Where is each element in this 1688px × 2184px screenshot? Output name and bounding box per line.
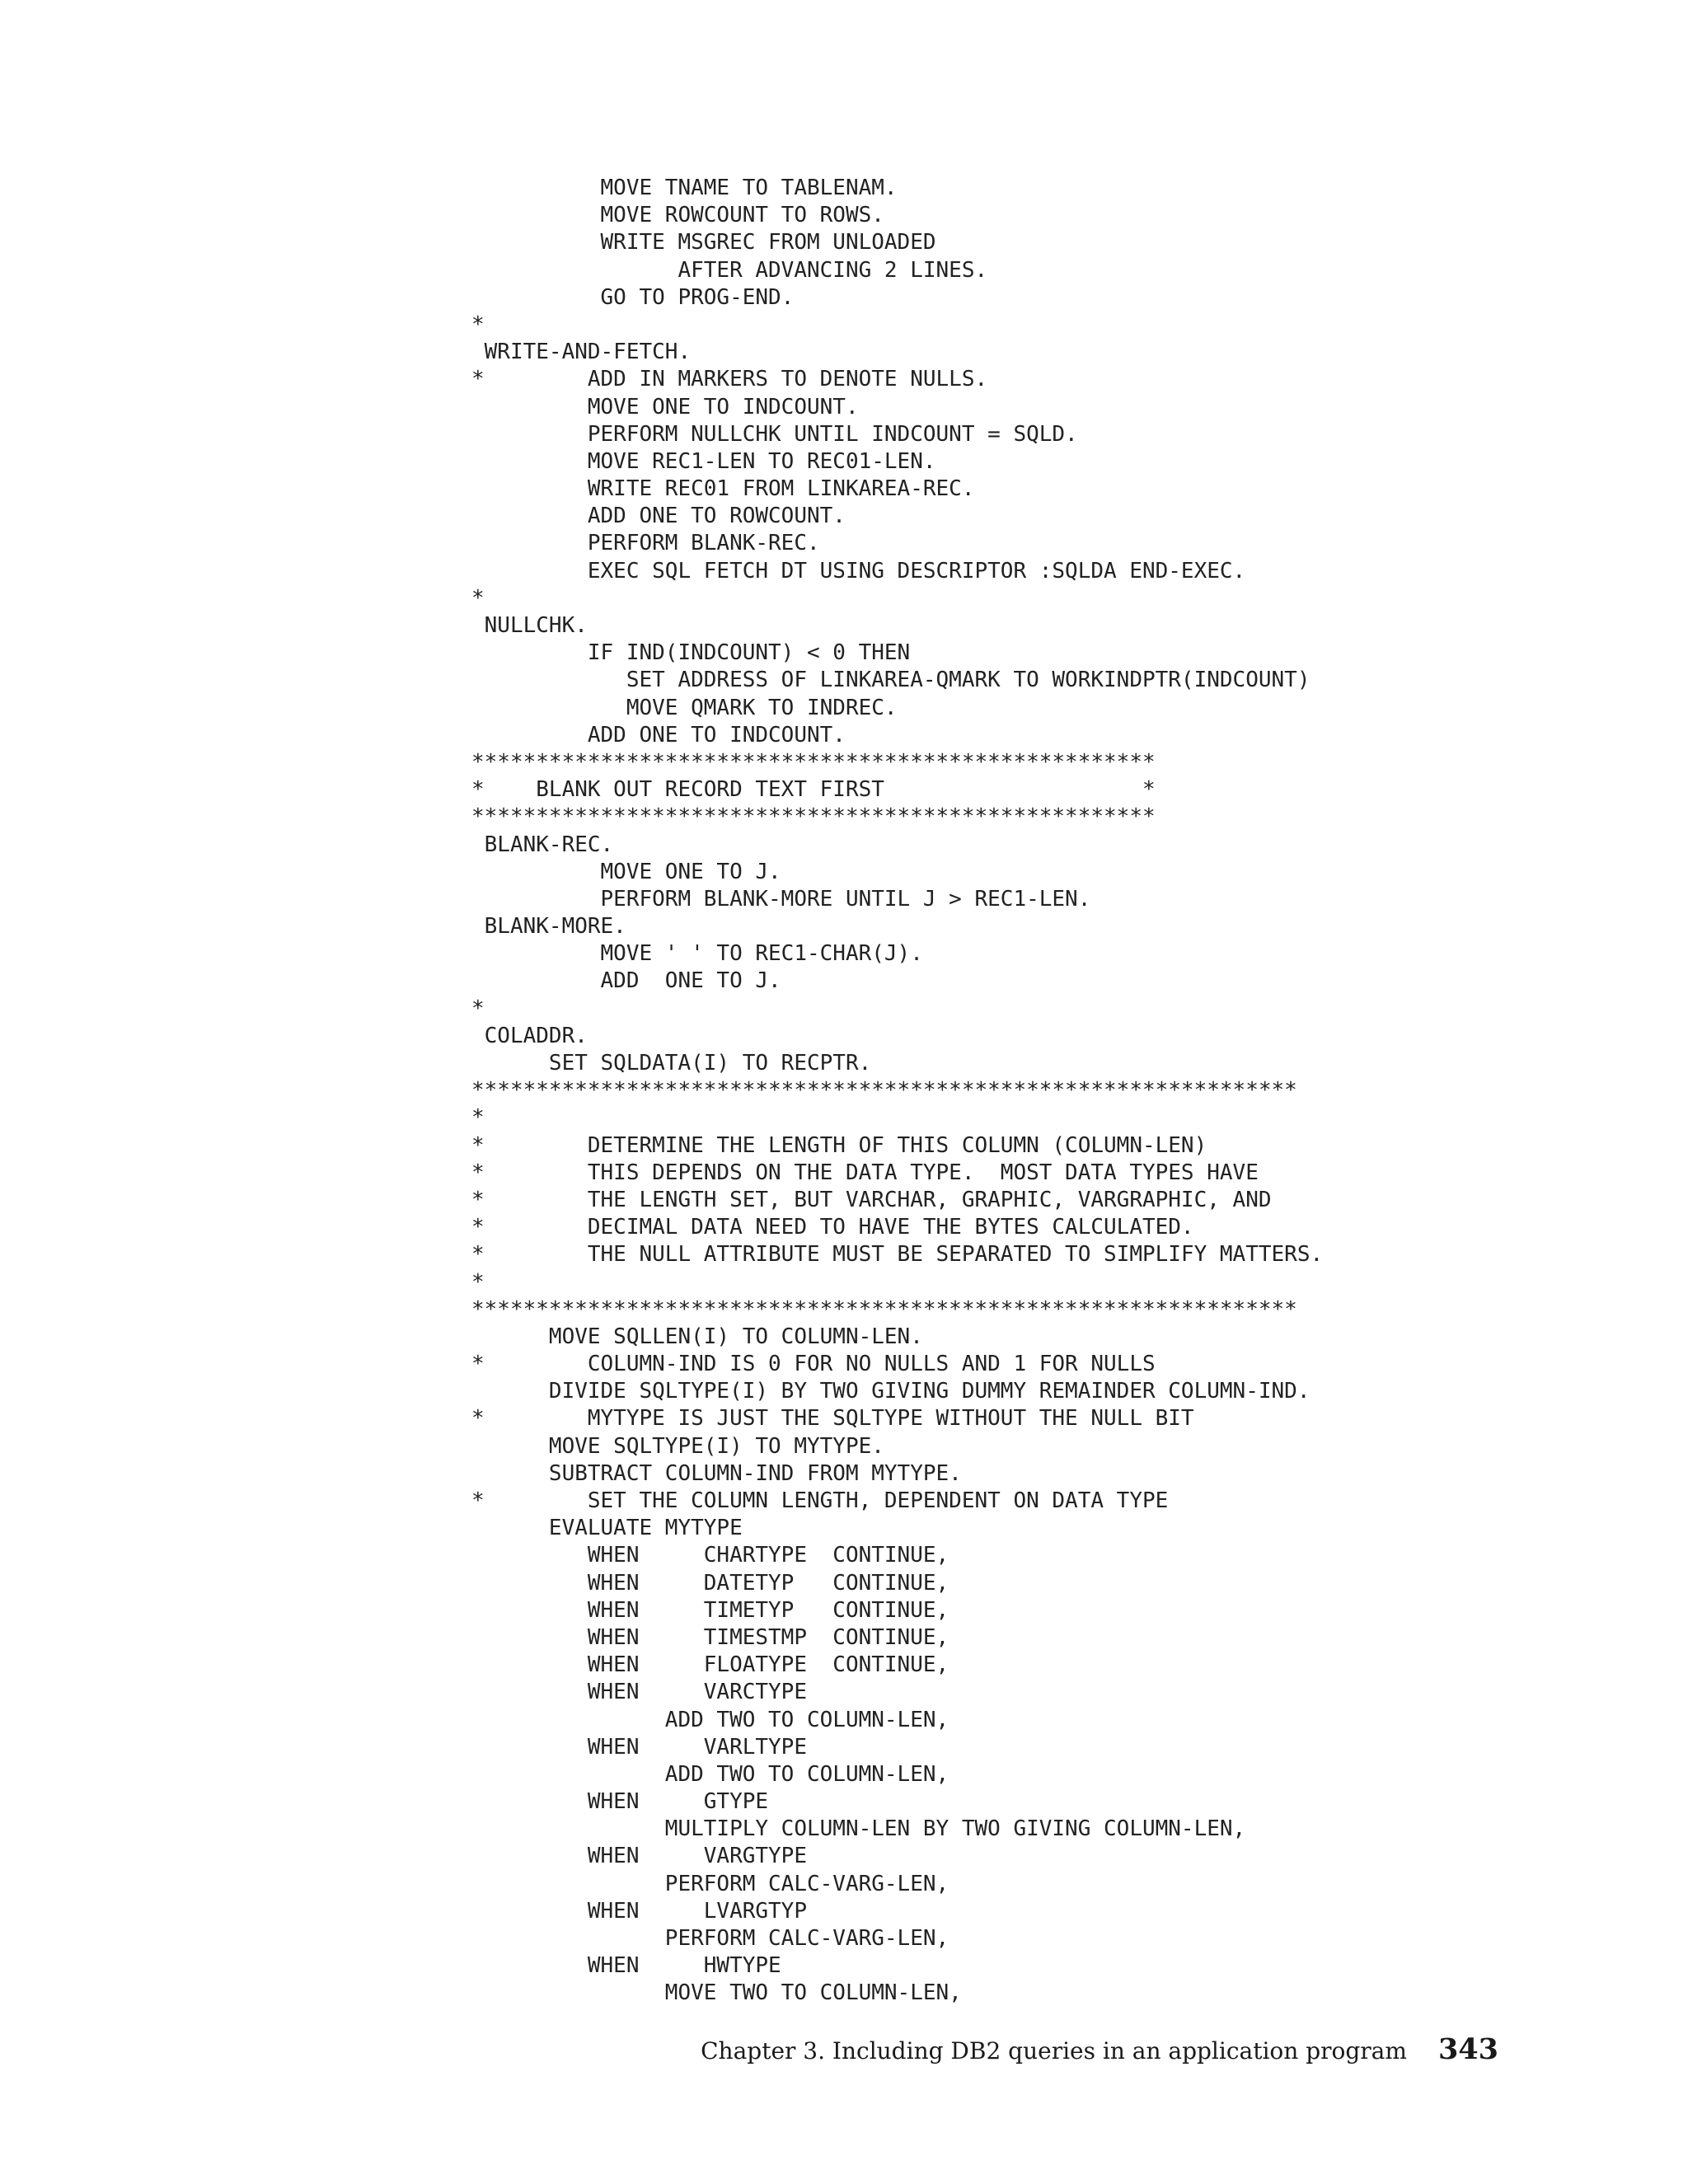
code-line: EXEC SQL FETCH DT USING DESCRIPTOR :SQLDA END-EXEC. (471, 558, 1246, 583)
code-line: ADD ONE TO ROWCOUNT. (471, 504, 846, 529)
code-line: * THIS DEPENDS ON THE DATA TYPE. MOST DATA TYPES HAVE (471, 1160, 1259, 1185)
code-line: PERFORM NULLCHK UNTIL INDCOUNT = SQLD. (471, 421, 1078, 447)
chapter-title: Chapter 3. Including DB2 queries in an application program (701, 2037, 1407, 2064)
code-line: ***************************************************** (471, 749, 1156, 775)
code-line: SUBTRACT COLUMN-IND FROM MYTYPE. (471, 1460, 962, 1486)
code-line: MOVE SQLTYPE(I) TO MYTYPE. (471, 1433, 884, 1459)
code-line: SET SQLDATA(I) TO RECPTR. (471, 1051, 872, 1076)
code-line: ADD ONE TO J. (471, 968, 781, 994)
code-line: MOVE SQLLEN(I) TO COLUMN-LEN. (471, 1324, 923, 1349)
code-line: WHEN HWTYPE (471, 1953, 781, 1979)
code-line: * MYTYPE IS JUST THE SQLTYPE WITHOUT THE NULL BIT (471, 1406, 1194, 1432)
code-line: ADD TWO TO COLUMN-LEN, (471, 1761, 950, 1787)
code-line: AFTER ADVANCING 2 LINES. (471, 257, 988, 283)
code-line: **************************************************************** (471, 1078, 1297, 1104)
code-line: PERFORM CALC-VARG-LEN, (471, 1871, 950, 1896)
code-line: WHEN GTYPE (471, 1789, 769, 1815)
code-line: * (471, 312, 485, 337)
code-line: WRITE MSGREC FROM UNLOADED (471, 230, 936, 255)
code-line: COLADDR. (471, 1023, 588, 1048)
code-line: BLANK-REC. (471, 832, 614, 857)
code-line: ADD TWO TO COLUMN-LEN, (471, 1707, 950, 1732)
code-line: WHEN VARGTYPE (471, 1844, 807, 1869)
code-line: * (471, 996, 485, 1021)
code-line: WHEN DATETYP CONTINUE, (471, 1570, 950, 1596)
code-line: * BLANK OUT RECORD TEXT FIRST * (471, 777, 1156, 803)
code-line: * THE NULL ATTRIBUTE MUST BE SEPARATED TO SIMPLIFY MATTERS. (471, 1242, 1324, 1268)
code-line: * (471, 1269, 485, 1295)
code-line: WRITE-AND-FETCH. (471, 340, 692, 365)
code-line: * DETERMINE THE LENGTH OF THIS COLUMN (COLUMN-LEN) (471, 1132, 1207, 1158)
code-line: SET ADDRESS OF LINKAREA-QMARK TO WORKINDPTR(INDCOUNT) (471, 668, 1311, 693)
code-line: BLANK-MORE. (471, 914, 626, 940)
code-line: WHEN VARCTYPE (471, 1680, 807, 1705)
code-line: MOVE TWO TO COLUMN-LEN, (471, 1980, 962, 2006)
code-line: NULLCHK. (471, 613, 588, 638)
code-line: WHEN TIMESTMP CONTINUE, (471, 1624, 950, 1650)
code-line: WHEN VARLTYPE (471, 1734, 807, 1760)
code-line: * (471, 585, 485, 611)
code-line: * THE LENGTH SET, BUT VARCHAR, GRAPHIC, VARGRAPHIC, AND (471, 1187, 1272, 1212)
code-line: WRITE REC01 FROM LINKAREA-REC. (471, 476, 975, 502)
code-line: MOVE ROWCOUNT TO ROWS. (471, 203, 884, 228)
code-line: MOVE ' ' TO REC1-CHAR(J). (471, 941, 923, 967)
code-line: * ADD IN MARKERS TO DENOTE NULLS. (471, 367, 988, 392)
code-line: GO TO PROG-END. (471, 284, 795, 310)
code-line: MOVE REC1-LEN TO REC01-LEN. (471, 448, 936, 474)
code-line: WHEN FLOATYPE CONTINUE, (471, 1652, 950, 1678)
code-line: WHEN TIMETYP CONTINUE, (471, 1597, 950, 1623)
code-line: MOVE ONE TO INDCOUNT. (471, 394, 859, 419)
page-footer (701, 2032, 1498, 2066)
code-line: * (471, 1105, 485, 1131)
code-line: WHEN CHARTYPE CONTINUE, (471, 1543, 950, 1568)
code-line: MULTIPLY COLUMN-LEN BY TWO GIVING COLUMN-LEN, (471, 1816, 1246, 1842)
code-line: EVALUATE MYTYPE (471, 1516, 743, 1541)
code-line: PERFORM BLANK-MORE UNTIL J > REC1-LEN. (471, 886, 1091, 912)
code-line: * DECIMAL DATA NEED TO HAVE THE BYTES CALCULATED. (471, 1215, 1194, 1240)
code-line: ADD ONE TO INDCOUNT. (471, 722, 846, 748)
code-line: PERFORM BLANK-REC. (471, 531, 820, 556)
code-line: MOVE QMARK TO INDREC. (471, 695, 898, 720)
code-listing (471, 175, 1323, 2008)
code-line: MOVE ONE TO J. (471, 859, 781, 884)
code-line: MOVE TNAME TO TABLENAM. (471, 176, 898, 200)
code-line: * COLUMN-IND IS 0 FOR NO NULLS AND 1 FOR NULLS (471, 1352, 1156, 1377)
code-line: **************************************************************** (471, 1296, 1297, 1322)
code-line: WHEN LVARGTYP (471, 1898, 807, 1924)
code-line: IF IND(INDCOUNT) < 0 THEN (471, 640, 911, 666)
code-line: PERFORM CALC-VARG-LEN, (471, 1926, 950, 1951)
code-line: * SET THE COLUMN LENGTH, DEPENDENT ON DATA TYPE (471, 1488, 1169, 1513)
page-number: 343 (1437, 2032, 1498, 2066)
code-line: ***************************************************** (471, 804, 1156, 830)
code-line: DIVIDE SQLTYPE(I) BY TWO GIVING DUMMY REMAINDER COLUMN-IND. (471, 1379, 1311, 1404)
